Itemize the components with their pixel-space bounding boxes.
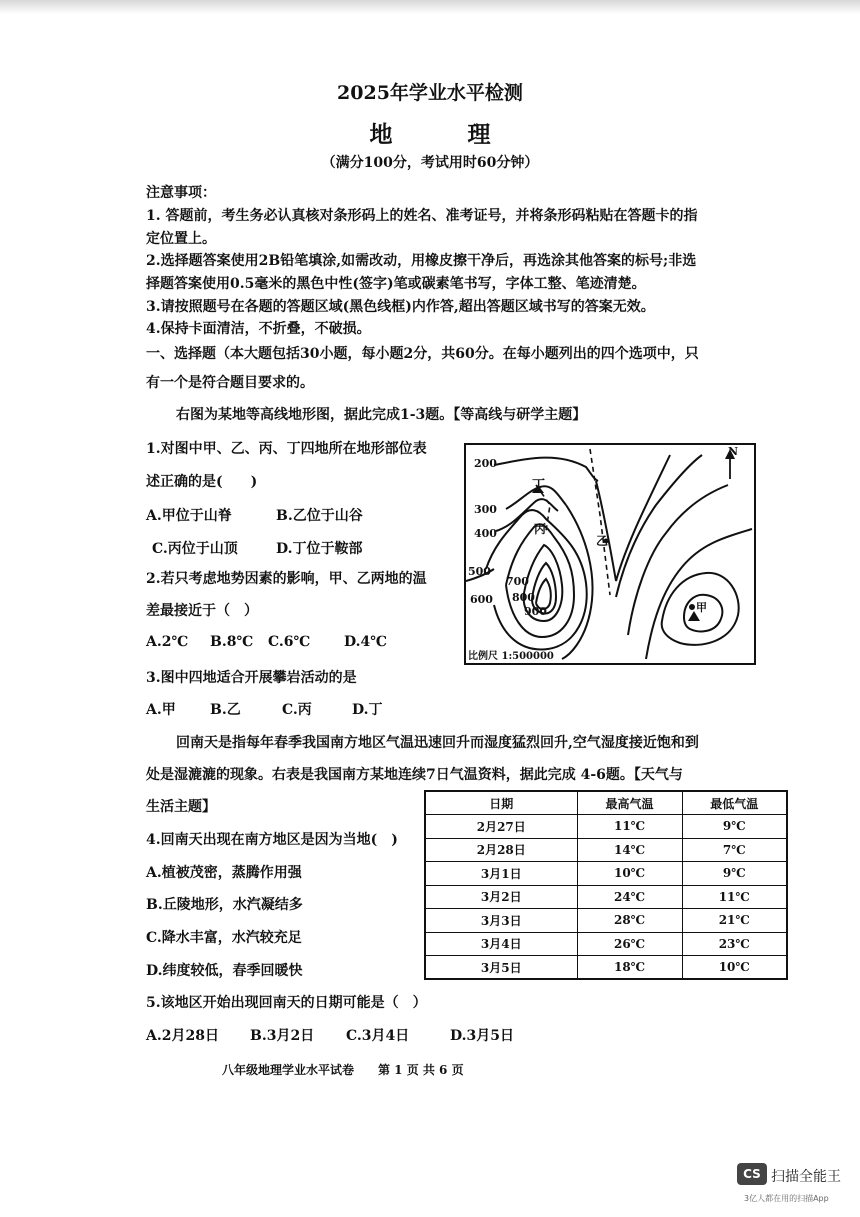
notice-item: 1. 答题前，考生务必认真核对条形码上的姓名、准考证号，并将条形码粘贴在答题卡的指 — [146, 208, 698, 224]
cell-date: 3月1日 — [425, 862, 577, 886]
table-row — [425, 932, 787, 956]
cell-max: 28℃ — [577, 909, 682, 933]
table-row — [425, 909, 787, 933]
contour-line — [596, 455, 670, 581]
cell-min: 21℃ — [682, 909, 787, 933]
section-heading-cont: 有一个是符合题目要求的。 — [146, 375, 314, 391]
q1-option-c: C.丙位于山顶 — [152, 541, 238, 557]
q3-option-a: A.甲 — [146, 702, 176, 718]
intro-huinantian: 回南天是指每年春季我国南方地区气温迅速回升而湿度猛烈回升,空气湿度接近饱和到 — [176, 735, 699, 751]
q2-stem-cont: 差最接近于（ ） — [146, 603, 258, 619]
north-label: N — [728, 445, 739, 458]
q5-stem: 5.该地区开始出现回南天的日期可能是（ ） — [146, 995, 427, 1011]
temperature-table — [424, 790, 788, 980]
section-heading: 一、选择题（本大题包括30小题，每小题2分，共60分。在每小题列出的四个选项中，只 — [146, 346, 699, 362]
q5-option-b: B.3月2日 — [250, 1028, 315, 1044]
notice-item: 2.选择题答案使用2B铅笔填涂,如需改动，用橡皮擦干净后，再选涂其他答案的标号;非选 — [146, 253, 697, 269]
page-footer: 八年级地理学业水平试卷 第 1 页 共 6 页 — [222, 1063, 464, 1077]
q1-stem-cont: 述正确的是( ) — [146, 474, 258, 490]
place-yi: 乙 — [596, 534, 609, 548]
ridge-dashed-line — [590, 449, 610, 595]
exam-title: 2025年学业水平检测 — [337, 82, 523, 104]
q2-option-a: A.2℃ — [146, 634, 189, 650]
q4-option-d: D.纬度较低，春季回暖快 — [146, 963, 303, 979]
camscanner-logo-icon: CS — [737, 1163, 767, 1185]
subject-title: 地 理 — [369, 121, 517, 148]
cell-max: 11℃ — [577, 815, 682, 839]
q4-option-b: B.丘陵地形，水汽凝结多 — [146, 897, 303, 913]
contour-label: 800 — [512, 591, 535, 604]
contour-line — [494, 458, 598, 481]
place-bing: 丙 — [534, 522, 547, 536]
header-date: 日期 — [425, 791, 577, 815]
contour-label: 300 — [474, 503, 497, 516]
contour-label: 500 — [468, 565, 491, 578]
cell-date: 3月3日 — [425, 909, 577, 933]
notice-item: 3.请按照题号在各题的答题区域(黑色线框)内作答,超出答题区域书写的答案无效。 — [146, 299, 655, 315]
watermark-app-name: 扫描全能王 — [771, 1169, 841, 1185]
cell-max: 26℃ — [577, 932, 682, 956]
table-header-row — [425, 791, 787, 815]
scan-edge-shadow — [0, 0, 860, 14]
contour-line — [628, 485, 728, 635]
q4-option-a: A.植被茂密，蒸腾作用强 — [146, 865, 302, 881]
map-scale: 比例尺 1:500000 — [468, 651, 554, 662]
cell-min: 11℃ — [682, 885, 787, 909]
cell-min: 9℃ — [682, 815, 787, 839]
q4-stem: 4.回南天出现在南方地区是因为当地( ) — [146, 832, 398, 848]
table-row — [425, 815, 787, 839]
q1-option-d: D.丁位于鞍部 — [276, 541, 363, 557]
intro-huinantian-cont: 生活主题】 — [146, 799, 216, 815]
q1-option-b: B.乙位于山谷 — [276, 508, 363, 524]
q2-stem: 2.若只考虑地势因素的影响，甲、乙两地的温 — [146, 571, 427, 587]
cell-max: 14℃ — [577, 838, 682, 862]
q3-option-c: C.丙 — [282, 702, 312, 718]
q3-option-d: D.丁 — [352, 702, 383, 718]
cell-max: 18℃ — [577, 956, 682, 980]
q5-option-a: A.2月28日 — [146, 1028, 219, 1044]
notice-item: 择题答案使用0.5毫米的黑色中性(签字)笔或碳素笔书写，字体工整、笔迹清楚。 — [146, 276, 646, 292]
place-jia: 甲 — [696, 601, 707, 614]
contour-label: 600 — [470, 593, 493, 606]
table-row — [425, 838, 787, 862]
cell-max: 24℃ — [577, 885, 682, 909]
contour-label: 400 — [474, 527, 497, 540]
table-row — [425, 885, 787, 909]
header-min-temp: 最低气温 — [682, 791, 787, 815]
watermark-tagline: 3亿人都在用的扫描App — [744, 1194, 829, 1203]
header-max-temp: 最高气温 — [577, 791, 682, 815]
cell-max: 10℃ — [577, 862, 682, 886]
cell-min: 23℃ — [682, 932, 787, 956]
table-row — [425, 862, 787, 886]
intro-contour: 右图为某地等高线地形图，据此完成1-3题。【等高线与研学主题】 — [176, 407, 587, 423]
exam-subtitle: （满分100分，考试用时60分钟） — [321, 155, 539, 171]
q2-option-c: C.6℃ — [268, 634, 311, 650]
contour-line — [562, 505, 593, 659]
jia-point — [689, 604, 695, 610]
contour-label: 700 — [506, 575, 529, 588]
q3-stem: 3.图中四地适合开展攀岩活动的是 — [146, 670, 357, 686]
q3-option-b: B.乙 — [210, 702, 241, 718]
contour-label: 900 — [524, 605, 547, 618]
contour-label: 200 — [474, 457, 497, 470]
cell-date: 3月4日 — [425, 932, 577, 956]
q1-option-a: A.甲位于山脊 — [146, 508, 232, 524]
q2-option-d: D.4℃ — [344, 634, 388, 650]
notice-item: 4.保持卡面清洁，不折叠，不破损。 — [146, 321, 371, 337]
cell-date: 2月28日 — [425, 838, 577, 862]
cell-min: 10℃ — [682, 956, 787, 980]
cell-date: 3月2日 — [425, 885, 577, 909]
notice-item: 定位置上。 — [146, 231, 216, 247]
table-row — [425, 956, 787, 980]
notice-heading: 注意事项： — [146, 185, 216, 201]
contour-map — [464, 443, 756, 665]
cell-date: 2月27日 — [425, 815, 577, 839]
cell-date: 3月5日 — [425, 956, 577, 980]
intro-huinantian-cont: 处是湿漉漉的现象。右表是我国南方某地连续7日气温资料，据此完成 4-6题。【天气与 — [146, 767, 683, 783]
q5-option-c: C.3月4日 — [346, 1028, 410, 1044]
cell-min: 9℃ — [682, 862, 787, 886]
q4-option-c: C.降水丰富，水汽较充足 — [146, 930, 302, 946]
place-ding: 丁 — [532, 478, 546, 493]
cell-min: 7℃ — [682, 838, 787, 862]
q5-option-d: D.3月5日 — [450, 1028, 514, 1044]
q2-option-b: B.8℃ — [210, 634, 254, 650]
q1-stem: 1.对图中甲、乙、丙、丁四地所在地形部位表 — [146, 441, 427, 457]
contour-map-drawing — [466, 445, 754, 663]
